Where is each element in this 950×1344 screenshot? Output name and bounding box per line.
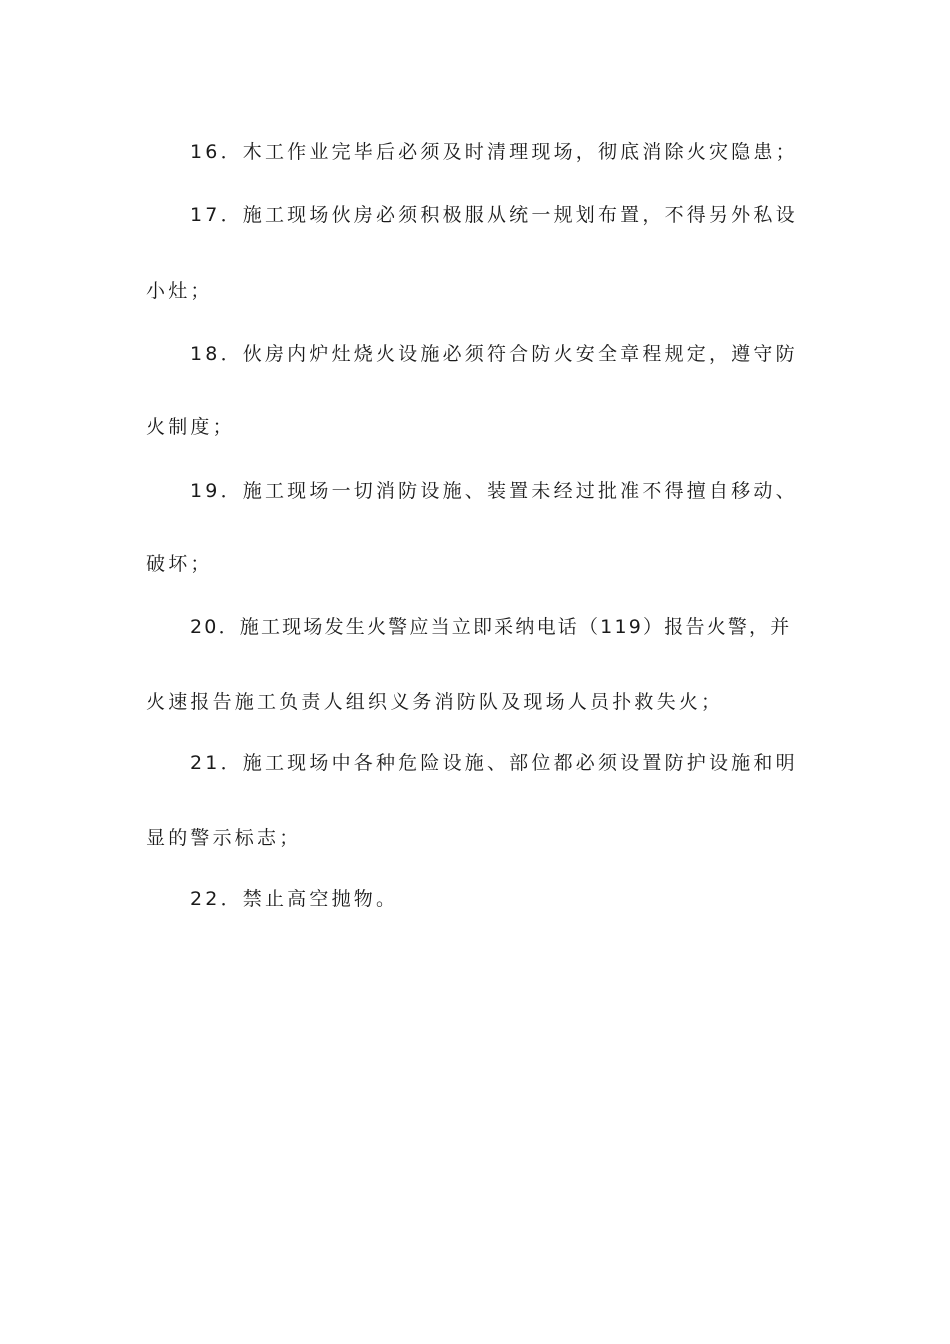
item-22: 22．禁止高空抛物。 (190, 888, 399, 910)
item-20-line-1: 20．施工现场发生火警应当立即采纳电话（119）报告火警，并 (190, 616, 792, 638)
item-18-line-2: 火制度； (146, 416, 235, 438)
item-17-line-2: 小灶； (146, 280, 213, 302)
item-16: 16．木工作业完毕后必须及时清理现场，彻底消除火灾隐患； (190, 141, 798, 163)
item-19-line-2: 破坏； (146, 553, 213, 575)
item-20-line-2: 火速报告施工负责人组织义务消防队及现场人员扑救失火； (146, 691, 724, 713)
item-18-line-1: 18．伙房内炉灶烧火设施必须符合防火安全章程规定，遵守防 (190, 343, 798, 365)
item-21-line-2: 显的警示标志； (146, 827, 302, 849)
item-17-line-1: 17．施工现场伙房必须积极服从统一规划布置，不得另外私设 (190, 204, 798, 226)
item-19-line-1: 19．施工现场一切消防设施、装置未经过批准不得擅自移动、 (190, 480, 798, 502)
item-21-line-1: 21．施工现场中各种危险设施、部位都必须设置防护设施和明 (190, 752, 798, 774)
